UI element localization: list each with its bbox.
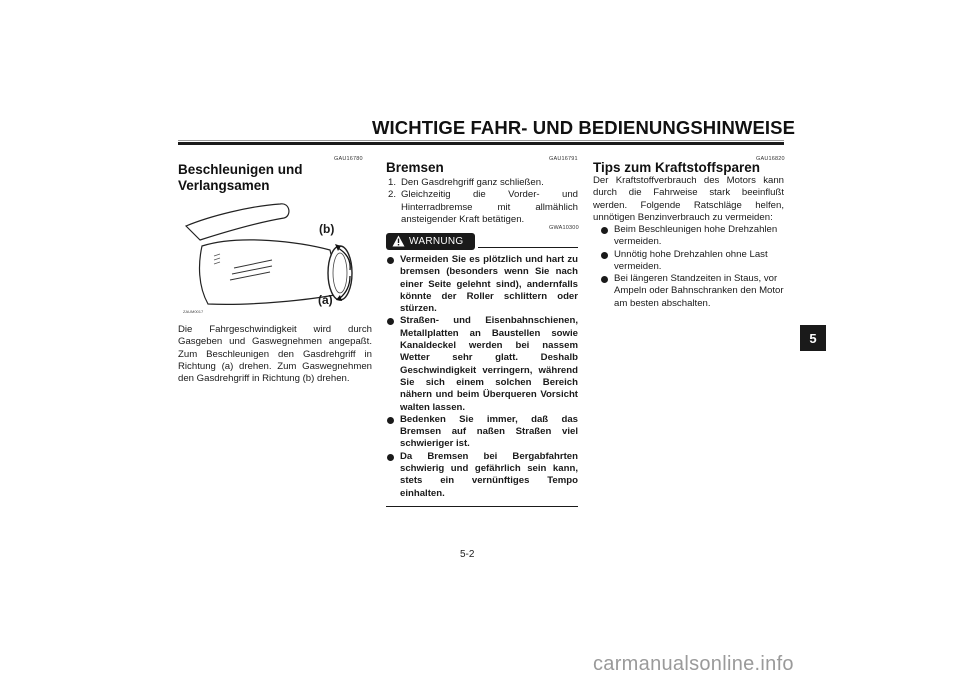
step-number: 1. [388,177,397,188]
warning-text: Bedenken Sie immer, daß das Bremsen auf naßen Straßen viel schwieriger ist. [400,413,578,450]
list-item [386,177,578,189]
tip-text: Bei längeren Standzeiten in Staus, vor Ampeln oder Bahnschranken den Motor am besten abschalten. [614,273,784,309]
section-code: GAU16780 [334,156,363,162]
bullet-icon [387,454,394,461]
watermark: carmanualsonline.info [593,653,794,675]
list-item [386,414,578,451]
header-rule-thick [178,142,784,145]
fuel-paragraph: Der Kraftstoffverbrauch des Motors kann durch die Fahrweise stark beeinflußt werden. Folgende Ratschläge helfen, unnötigen Benzinverbrauch zu vermeiden: [593,175,784,223]
heading-line: Beschleunigen und [178,162,303,177]
section-heading-brakes: Bremsen [386,160,444,175]
list-item [600,224,784,249]
section-code: GAU16791 [549,156,578,162]
list-item [600,249,784,274]
warning-code: GWA10300 [549,225,579,231]
warning-text: Vermeiden Sie es plötzlich und hart zu bremsen (besonders wenn Sie nach einer Seite gelehnt sind), andernfalls könnte der Roller schlittern oder stürzen. [400,254,578,315]
warning-label: WARNUNG [409,236,464,247]
page-title: WICHTIGE FAHR- UND BEDIENUNGSHINWEISE [372,117,796,138]
direction-label-a: (a) [318,293,333,307]
bullet-icon [601,227,608,234]
bullet-icon [601,252,608,259]
list-item [386,315,578,413]
heading-line: Verlangsamen [178,178,270,193]
tip-text: Unnötig hohe Drehzahlen ohne Last vermeiden. [614,248,768,272]
list-item [386,451,578,500]
header-rule [178,140,784,145]
section-code: GAU16820 [756,156,785,162]
warning-badge [386,233,475,250]
throttle-grip-illustration [180,196,356,320]
warning-text: Da Bremsen bei Bergabfahrten schwierig und gefährlich sein kann, stets ein vernünftiges Tempo einhalten. [400,450,578,499]
list-item [386,254,578,315]
step-text: Den Gasdrehgriff ganz schließen. [401,177,544,188]
list-item [600,273,784,310]
brake-steps [386,177,578,226]
chapter-tab: 5 [800,325,826,351]
section-heading-fuel: Tips zum Kraftstoffsparen [593,160,761,175]
warning-list [386,254,578,500]
bullet-icon [387,318,394,325]
step-number: 2. [388,189,397,201]
direction-label-b: (b) [319,222,335,236]
section-heading-acceleration [178,162,303,194]
tip-text: Beim Beschleunigen hohe Drehzahlen vermeiden. [614,224,778,248]
list-item [386,189,578,226]
warning-rule [478,247,578,248]
step-text: Gleichzeitig die Vorder- und Hinterradbremse mit allmählich ansteigender Kraft betätigen. [401,189,578,225]
figure-code: ZAUM0017 [183,309,204,314]
bullet-icon [387,257,394,264]
page-number: 5-2 [460,549,475,560]
header-rule-thin [178,140,784,141]
warning-text: Straßen- und Eisenbahnschienen, Metallplatten an Baustellen sowie Kanaldeckel werden bei nassem Wetter sehr glatt. Deshalb Geschwindigkeit verringern, während Sie sich einem solchen Bereich nähern und beim Überqueren Vorsicht walten lassen. [400,315,578,413]
acceleration-paragraph: Die Fahrgeschwindigkeit wird durch Gasgeben und Gaswegnehmen angepaßt. Zum Beschleunigen den Gasdrehgriff in Richtung (a) drehen. Zum Gaswegnehmen den Gasdrehgriff in Richtung (b) drehen. [178,324,372,385]
bullet-icon [387,417,394,424]
fuel-tips-list [600,224,784,310]
warning-bottom-rule [386,506,578,507]
bullet-icon [601,276,608,283]
warning-triangle-icon [392,235,405,247]
